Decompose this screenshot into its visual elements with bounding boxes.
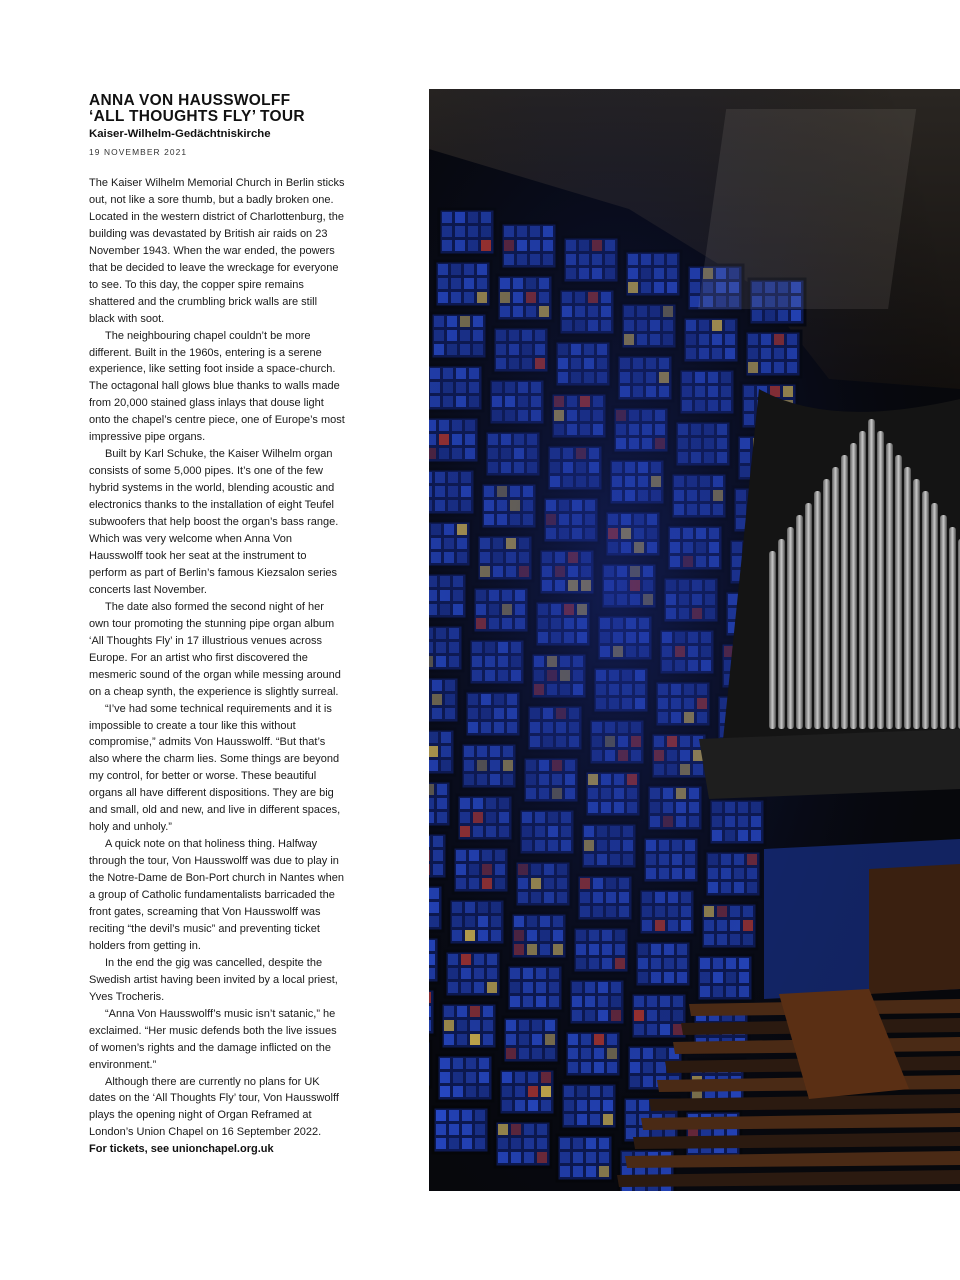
organ-pipe: [832, 467, 839, 729]
organ-pipe: [814, 491, 821, 729]
organ-pipe: [886, 443, 893, 729]
article-column: [89, 93, 345, 1158]
paragraph: “Anna Von Hausswolff’s music isn’t satanic,” he exclaimed. “Her music defends both the live issues of women’s rights and the damage inflicted on the environment.”: [89, 1007, 337, 1071]
organ-pipe: [805, 503, 812, 729]
organ-pipe: [841, 455, 848, 729]
paragraph: In the end the gig was cancelled, despite the Swedish artist having been invited by a local priest, Yves Trocheris.: [89, 956, 338, 1003]
headline-line-2: ‘ALL THOUGHTS FLY’ TOUR: [89, 108, 305, 125]
wooden-panel: [869, 864, 960, 994]
headline: [89, 93, 345, 125]
venue: Kaiser-Wilhelm-Gedächtniskirche: [89, 128, 271, 140]
organ-pipe: [940, 515, 947, 729]
organ-pipe: [778, 539, 785, 729]
paragraph: “I’ve had some technical requirements and it is impossible to create a tour like this without compromise,” admits Von Hausswolff. “But that’s also where the charm lies. Some things are beyond my control, for better or worse. These beautiful organs all have different dispositions. They are big and small, old and new, and live in different spaces, holy and unholy.”: [89, 702, 341, 834]
tickets-line: For tickets, see unionchapel.org.uk: [89, 1143, 274, 1156]
organ-pipe: [859, 431, 866, 729]
paragraph: Built by Karl Schuke, the Kaiser Wilhelm organ consists of some 5,000 pipes. It’s one of the few hybrid systems in the world, blending acoustic and electronics thanks to the installation of eight Teufel subwoofers that help boost the organ’s bass range. Which was very welcome when Anna Von Hausswolff took her seat at the instrument to perform as part of Berlin’s famous Kiezsalon series concerts last November.: [89, 448, 339, 596]
organ-gallery: [699, 729, 960, 799]
organ-pipe: [913, 479, 920, 729]
organ-pipe: [904, 467, 911, 729]
organ-pipe: [868, 419, 875, 729]
organ-pipe: [931, 503, 938, 729]
date: 19 NOVEMBER 2021: [89, 147, 188, 157]
organ-pipe: [922, 491, 929, 729]
organ-pipe: [769, 551, 776, 729]
paragraph: The neighbouring chapel couldn’t be more different. Built in the 1960s, entering is a serene experience, like setting foot inside a space-church. The octagonal hall glows blue thanks to walls made from 20,000 stained glass inlays that douse light onto the chapel’s centre piece, one of Europe’s most impressive pipe organs.: [89, 329, 345, 444]
organ-pipe: [949, 527, 956, 729]
organ-pipe: [877, 431, 884, 729]
paragraph: The Kaiser Wilhelm Memorial Church in Berlin sticks out, not like a sore thumb, but a badly broken one. Located in the western district of Charlottenburg, the building was devastated by British air raids on 23 November 1943. When the war ended, the powers that be decided to leave the wreckage for everyone to see. To this day, the copper spire remains shattered and the crumbling brick walls are still black with soot.: [89, 177, 345, 325]
organ-pipe: [823, 479, 830, 729]
church-interior-photo: [429, 89, 960, 1191]
organ-pipe: [850, 443, 857, 729]
paragraph: Although there are currently no plans for UK dates on the ‘All Thoughts Fly’ tour, Von Hausswolff plays the opening night of Organ Reframed at London’s Union Chapel on 16 September 2022.: [89, 1075, 339, 1139]
headline-line-1: ANNA VON HAUSSWOLFF: [89, 92, 291, 109]
organ-pipe: [796, 515, 803, 729]
paragraph: A quick note on that holiness thing. Halfway through the tour, Von Hausswolff was due to play in the Notre-Dame de Bon-Port church in Nantes when a group of Catholic fundamentalists barricaded the front gates, screaming that Von Hausswolff was reciting “the devil’s music” and preventing ticket holders from getting in.: [89, 838, 344, 952]
ceiling-light-box: [698, 109, 916, 309]
organ-pipe: [895, 455, 902, 729]
article-body: [89, 175, 345, 1158]
organ-pipe: [787, 527, 794, 729]
photo-illustration: [429, 89, 960, 1191]
paragraph: The date also formed the second night of her own tour promoting the stunning pipe organ album ‘All Thoughts Fly’ in 17 illustrious venues across Europe. For an artist who first discovered the mesmeric sound of the organ while messing around on a cheap synth, the experience is slightly surreal.: [89, 600, 341, 698]
